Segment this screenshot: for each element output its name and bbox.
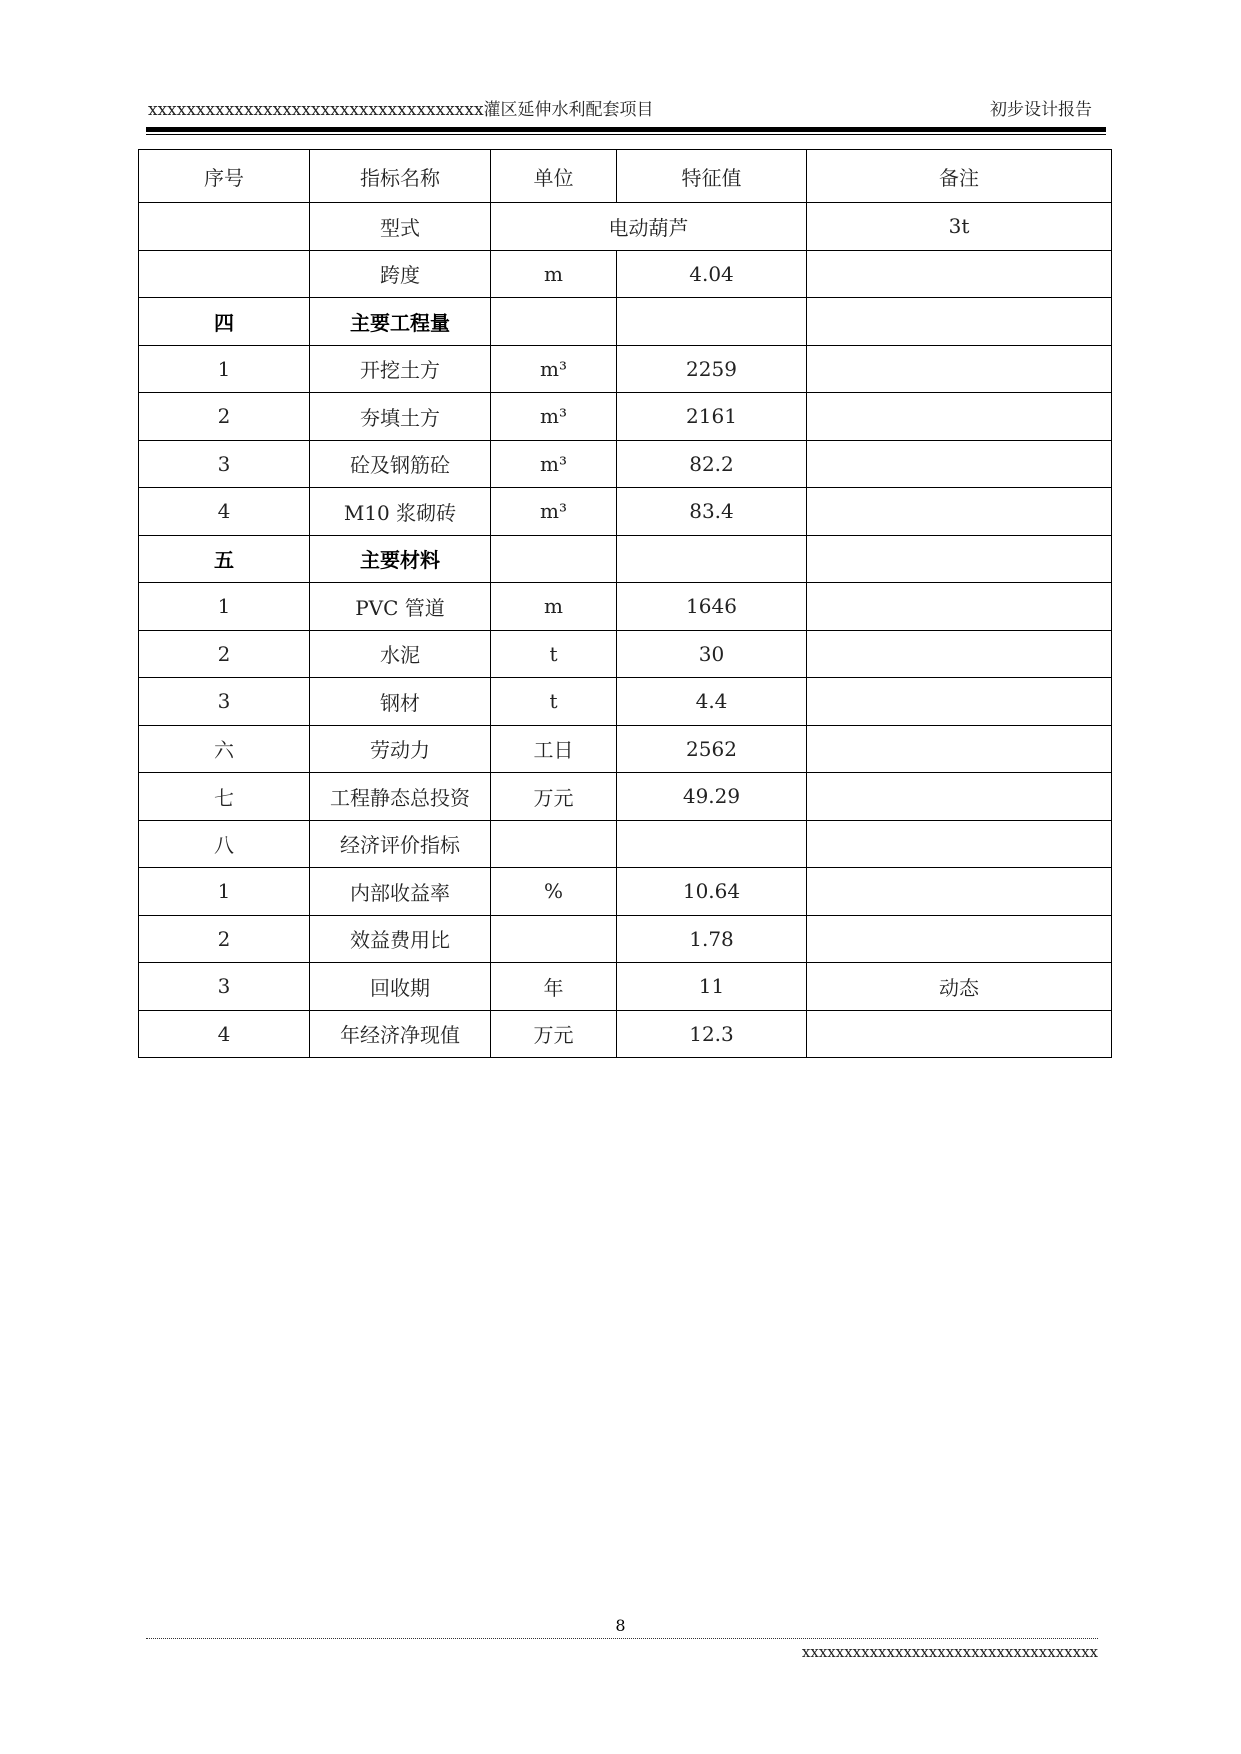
table-header-row — [139, 150, 1112, 203]
table-row — [139, 250, 1112, 298]
cell-remark — [807, 440, 1112, 488]
cell-index: 七 — [139, 773, 310, 821]
header-report-type: 初步设计报告 — [990, 100, 1092, 120]
cell-unit: % — [491, 868, 617, 916]
cell-section-title: 主要工程量 — [310, 298, 491, 346]
cell-value: 30 — [617, 630, 807, 678]
table-row — [139, 393, 1112, 441]
header-cell-unit: 单位 — [491, 150, 617, 203]
header-cell-remark: 备注 — [807, 150, 1112, 203]
cell-section-index: 五 — [139, 535, 310, 583]
cell-unit: 工日 — [491, 725, 617, 773]
cell-unit: m³ — [491, 393, 617, 441]
cell-index: 1 — [139, 345, 310, 393]
cell-remark — [807, 250, 1112, 298]
cell-remark — [807, 915, 1112, 963]
cell-indicator: 效益费用比 — [310, 915, 491, 963]
cell-value: 11 — [617, 963, 807, 1011]
cell-value: 2161 — [617, 393, 807, 441]
cell-remark — [807, 868, 1112, 916]
table-row — [139, 773, 1112, 821]
cell-remark — [807, 725, 1112, 773]
page-header — [148, 98, 1092, 122]
table-row — [139, 583, 1112, 631]
cell-remark: 动态 — [807, 963, 1112, 1011]
cell-index: 3 — [139, 440, 310, 488]
section-row — [139, 535, 1112, 583]
cell-unit — [491, 535, 617, 583]
cell-index: 2 — [139, 915, 310, 963]
cell-index: 4 — [139, 1010, 310, 1058]
cell-remark — [807, 488, 1112, 536]
cell-value: 2562 — [617, 725, 807, 773]
cell-indicator: 内部收益率 — [310, 868, 491, 916]
cell-index: 3 — [139, 963, 310, 1011]
cell-indicator: PVC 管道 — [310, 583, 491, 631]
cell-unit: t — [491, 630, 617, 678]
cell-indicator: M10 浆砌砖 — [310, 488, 491, 536]
cell-unit: m — [491, 583, 617, 631]
cell-indicator: 钢材 — [310, 678, 491, 726]
table-row — [139, 725, 1112, 773]
cell-value: 82.2 — [617, 440, 807, 488]
cell-index: 3 — [139, 678, 310, 726]
section-row — [139, 298, 1112, 346]
header-cell-indicator: 指标名称 — [310, 150, 491, 203]
table-row — [139, 345, 1112, 393]
cell-remark — [807, 678, 1112, 726]
cell-remark — [807, 345, 1112, 393]
cell-index — [139, 250, 310, 298]
cell-value — [617, 820, 807, 868]
cell-remark — [807, 298, 1112, 346]
cell-indicator: 砼及钢筋砼 — [310, 440, 491, 488]
cell-unit: m — [491, 250, 617, 298]
cell-indicator: 年经济净现值 — [310, 1010, 491, 1058]
table-row — [139, 678, 1112, 726]
header-project-title: xxxxxxxxxxxxxxxxxxxxxxxxxxxxxxxxxxx灌区延伸水利配套项目 — [148, 100, 654, 120]
indicator-table — [138, 149, 1112, 1058]
cell-indicator: 开挖土方 — [310, 345, 491, 393]
cell-value: 4.4 — [617, 678, 807, 726]
cell-index: 六 — [139, 725, 310, 773]
cell-unit: 年 — [491, 963, 617, 1011]
header-rule-thin — [146, 134, 1106, 135]
cell-remark — [807, 773, 1112, 821]
table-row — [139, 630, 1112, 678]
cell-indicator: 水泥 — [310, 630, 491, 678]
cell-remark — [807, 393, 1112, 441]
table-row — [139, 1010, 1112, 1058]
table-row — [139, 203, 1112, 251]
cell-value: 49.29 — [617, 773, 807, 821]
cell-remark — [807, 820, 1112, 868]
cell-remark — [807, 535, 1112, 583]
cell-unit — [491, 820, 617, 868]
header-cell-value: 特征值 — [617, 150, 807, 203]
footer-dotted-rule — [146, 1638, 1098, 1639]
cell-unit: m³ — [491, 345, 617, 393]
cell-indicator: 型式 — [310, 203, 491, 251]
cell-value: 1646 — [617, 583, 807, 631]
cell-remark: 3t — [807, 203, 1112, 251]
cell-index: 1 — [139, 868, 310, 916]
cell-index: 1 — [139, 583, 310, 631]
cell-value — [617, 298, 807, 346]
cell-indicator: 回收期 — [310, 963, 491, 1011]
cell-unit: m³ — [491, 440, 617, 488]
cell-section-title: 主要材料 — [310, 535, 491, 583]
cell-index: 八 — [139, 820, 310, 868]
header-cell-index: 序号 — [139, 150, 310, 203]
cell-index — [139, 203, 310, 251]
cell-unit — [491, 298, 617, 346]
table-row — [139, 915, 1112, 963]
footer-text: xxxxxxxxxxxxxxxxxxxxxxxxxxxxxxxxxxx — [801, 1643, 1098, 1661]
table-row — [139, 488, 1112, 536]
table-row — [139, 868, 1112, 916]
cell-value: 2259 — [617, 345, 807, 393]
cell-section-index: 四 — [139, 298, 310, 346]
page-number: 8 — [615, 1616, 626, 1635]
cell-value: 83.4 — [617, 488, 807, 536]
cell-value — [617, 535, 807, 583]
cell-remark — [807, 1010, 1112, 1058]
cell-unit: m³ — [491, 488, 617, 536]
cell-indicator: 夯填土方 — [310, 393, 491, 441]
cell-unit: t — [491, 678, 617, 726]
table-row — [139, 820, 1112, 868]
cell-unit: 万元 — [491, 1010, 617, 1058]
table-row — [139, 963, 1112, 1011]
cell-unit — [491, 915, 617, 963]
cell-value: 1.78 — [617, 915, 807, 963]
cell-value: 10.64 — [617, 868, 807, 916]
cell-index: 4 — [139, 488, 310, 536]
cell-value: 4.04 — [617, 250, 807, 298]
cell-index: 2 — [139, 393, 310, 441]
cell-indicator: 劳动力 — [310, 725, 491, 773]
cell-index: 2 — [139, 630, 310, 678]
cell-value: 电动葫芦 — [491, 203, 807, 251]
table-row — [139, 440, 1112, 488]
cell-unit: 万元 — [491, 773, 617, 821]
cell-value: 12.3 — [617, 1010, 807, 1058]
header-rule-thick — [146, 127, 1106, 132]
cell-remark — [807, 583, 1112, 631]
cell-remark — [807, 630, 1112, 678]
cell-indicator: 经济评价指标 — [310, 820, 491, 868]
cell-indicator: 跨度 — [310, 250, 491, 298]
cell-indicator: 工程静态总投资 — [310, 773, 491, 821]
